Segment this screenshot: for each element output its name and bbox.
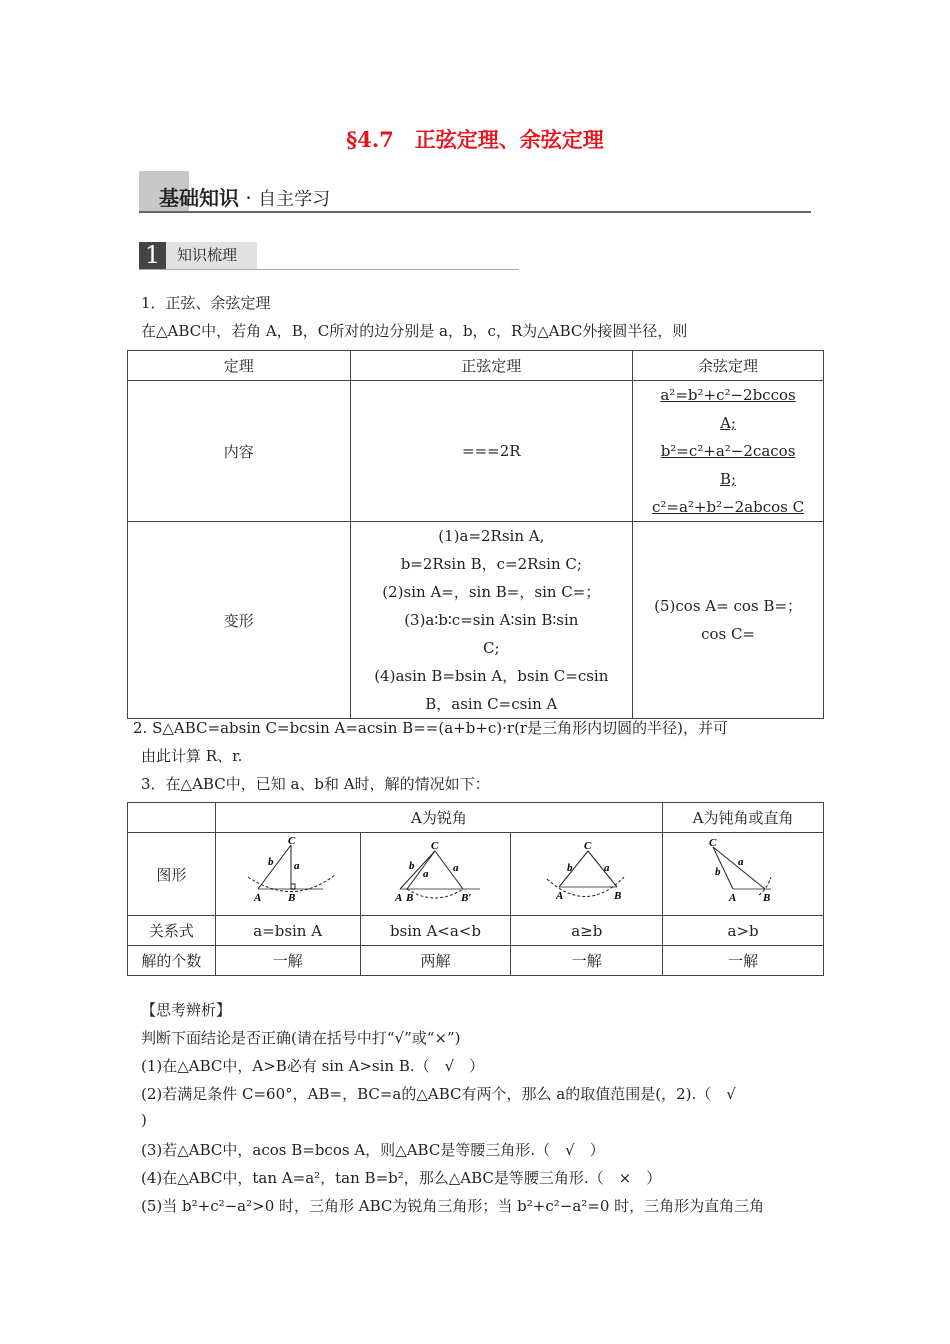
think-instruction: 判断下面结论是否正确(请在括号中打“√”或“×”) [141,1029,461,1047]
section-number: 1 [139,242,166,269]
formula: a²=b²+c²−2bccos [660,386,796,404]
svg-text:B: B [763,892,771,904]
band-main: 基础知识 [159,186,239,210]
band-sub: 自主学习 [258,189,331,210]
page-title: §4.7 正弦定理、余弦定理 [346,127,604,152]
svg-text:C: C [709,837,717,849]
figure-cell [511,833,663,916]
row-label: 内容 [128,381,351,522]
svg-text:A: A [253,892,261,904]
relation-cell: a≥b [511,916,663,946]
svg-text:A: A [555,890,564,902]
sine-content: ===2R [350,381,633,522]
formula: A; [720,414,736,432]
formula: B，asin C=csin A [425,695,558,713]
svg-text:a: a [293,860,300,872]
think-item: (3)若△ABC中，acos B=bcos A，则△ABC是等腰三角形.（ √ ） [141,1141,605,1159]
row-label: 解的个数 [128,946,216,976]
row-label: 变形 [128,522,351,719]
formula: c²=a²+b²−2abcos C [651,498,805,516]
area-formula-cont: 由此计算 R、r. [141,747,243,765]
formula: B; [720,470,737,488]
svg-text:C: C [431,840,439,852]
row-label: 图形 [128,833,216,916]
section-band-title [159,182,330,211]
figure-cell [663,833,824,916]
svg-text:B: B [287,892,295,904]
relation-cell: a>b [663,916,824,946]
think-item: (1)在△ABC中，A>B必有 sin A>sin B.（ √ ） [141,1057,485,1075]
formula: cos C= [701,625,756,643]
figure-cell [215,833,360,916]
solutions-table [127,802,824,976]
formula: (4)asin B=bsin A，bsin C=csin [374,667,609,685]
group-header: A为锐角 [215,803,662,833]
svg-text:B′: B′ [461,892,472,904]
formula: b=2Rsin B，c=2Rsin C; [400,555,582,573]
svg-text:a: a [423,868,429,880]
header-cell: 正弦定理 [350,351,633,381]
row-label: 关系式 [128,916,216,946]
formula: (3)a∶b∶c=sin A∶sin B∶sin [404,611,579,629]
header-cell: 定理 [128,351,351,381]
think-heading: 【思考辨析】 [141,1001,232,1019]
svg-text:A: A [729,892,737,904]
svg-text:b: b [409,860,415,872]
intro-text: 在△ABC中，若角 A，B，C所对的边分别是 a，b，c，R为△ABC外接圆半径，则 [141,322,688,340]
header-cell: 余弦定理 [633,351,824,381]
svg-text:A: A [395,892,403,904]
relation-cell: bsin A<a<b [360,916,511,946]
think-item: (5)当 b²+c²−a²>0 时，三角形 ABC为锐角三角形；当 b²+c²−a²=0 时，三角形为直角三角 [141,1197,765,1215]
triangle-figure-obtuse [693,837,793,907]
svg-text:b: b [715,866,721,878]
svg-text:a: a [738,856,744,868]
count-cell: 一解 [511,946,663,976]
think-item: (4)在△ABC中，tan A=a²，tan B=b²，那么△ABC是等腰三角形.（ × ） [141,1169,662,1187]
svg-text:a: a [453,862,459,874]
formula: C; [483,639,500,657]
think-item: ) [141,1111,147,1129]
triangle-figure-two-solutions [385,837,485,907]
count-cell: 一解 [663,946,824,976]
svg-text:B: B [406,892,414,904]
divider [139,211,811,213]
empty-cell [128,803,216,833]
formula: (2)sin A=，sin B=，sin C=； [382,583,601,601]
figure-cell [360,833,511,916]
think-item: (2)若满足条件 C=60°，AB=，BC=a的△ABC有两个，那么 a的取值范围是(，2).（ √ [141,1085,736,1103]
svg-text:b: b [566,862,573,874]
triangle-figure-a-ge-b [537,837,637,907]
heading-1: 1．正弦、余弦定理 [141,294,271,312]
svg-text:C: C [583,840,592,852]
count-cell: 一解 [215,946,360,976]
band-separator: · [239,186,259,210]
cosine-variants [633,522,824,719]
svg-text:B: B [613,890,622,902]
relation-cell: a=bsin A [215,916,360,946]
formula: (1)a=2Rsin A, [438,527,545,545]
heading-3: 3．在△ABC中，已知 a、b和 A时，解的情况如下： [141,775,490,793]
divider [139,269,519,270]
svg-text:C: C [287,837,295,847]
sine-variants [350,522,633,719]
triangle-figure-one-solution [238,837,338,907]
formula: b²=c²+a²−2cacos [660,442,796,460]
section-label: 知识梳理 [166,242,257,269]
group-header: A为钝角或直角 [663,803,824,833]
count-cell: 两解 [360,946,511,976]
formula: (5)cos A= cos B=； [654,597,802,615]
area-formula: 2. S△ABC=absin C=bcsin A=acsin B==(a+b+c)·r(r是三角形内切圆的半径)，并可 [133,719,728,737]
svg-text:a: a [603,862,610,874]
svg-text:b: b [267,856,274,868]
cosine-content [633,381,824,522]
theorem-table [127,350,824,719]
